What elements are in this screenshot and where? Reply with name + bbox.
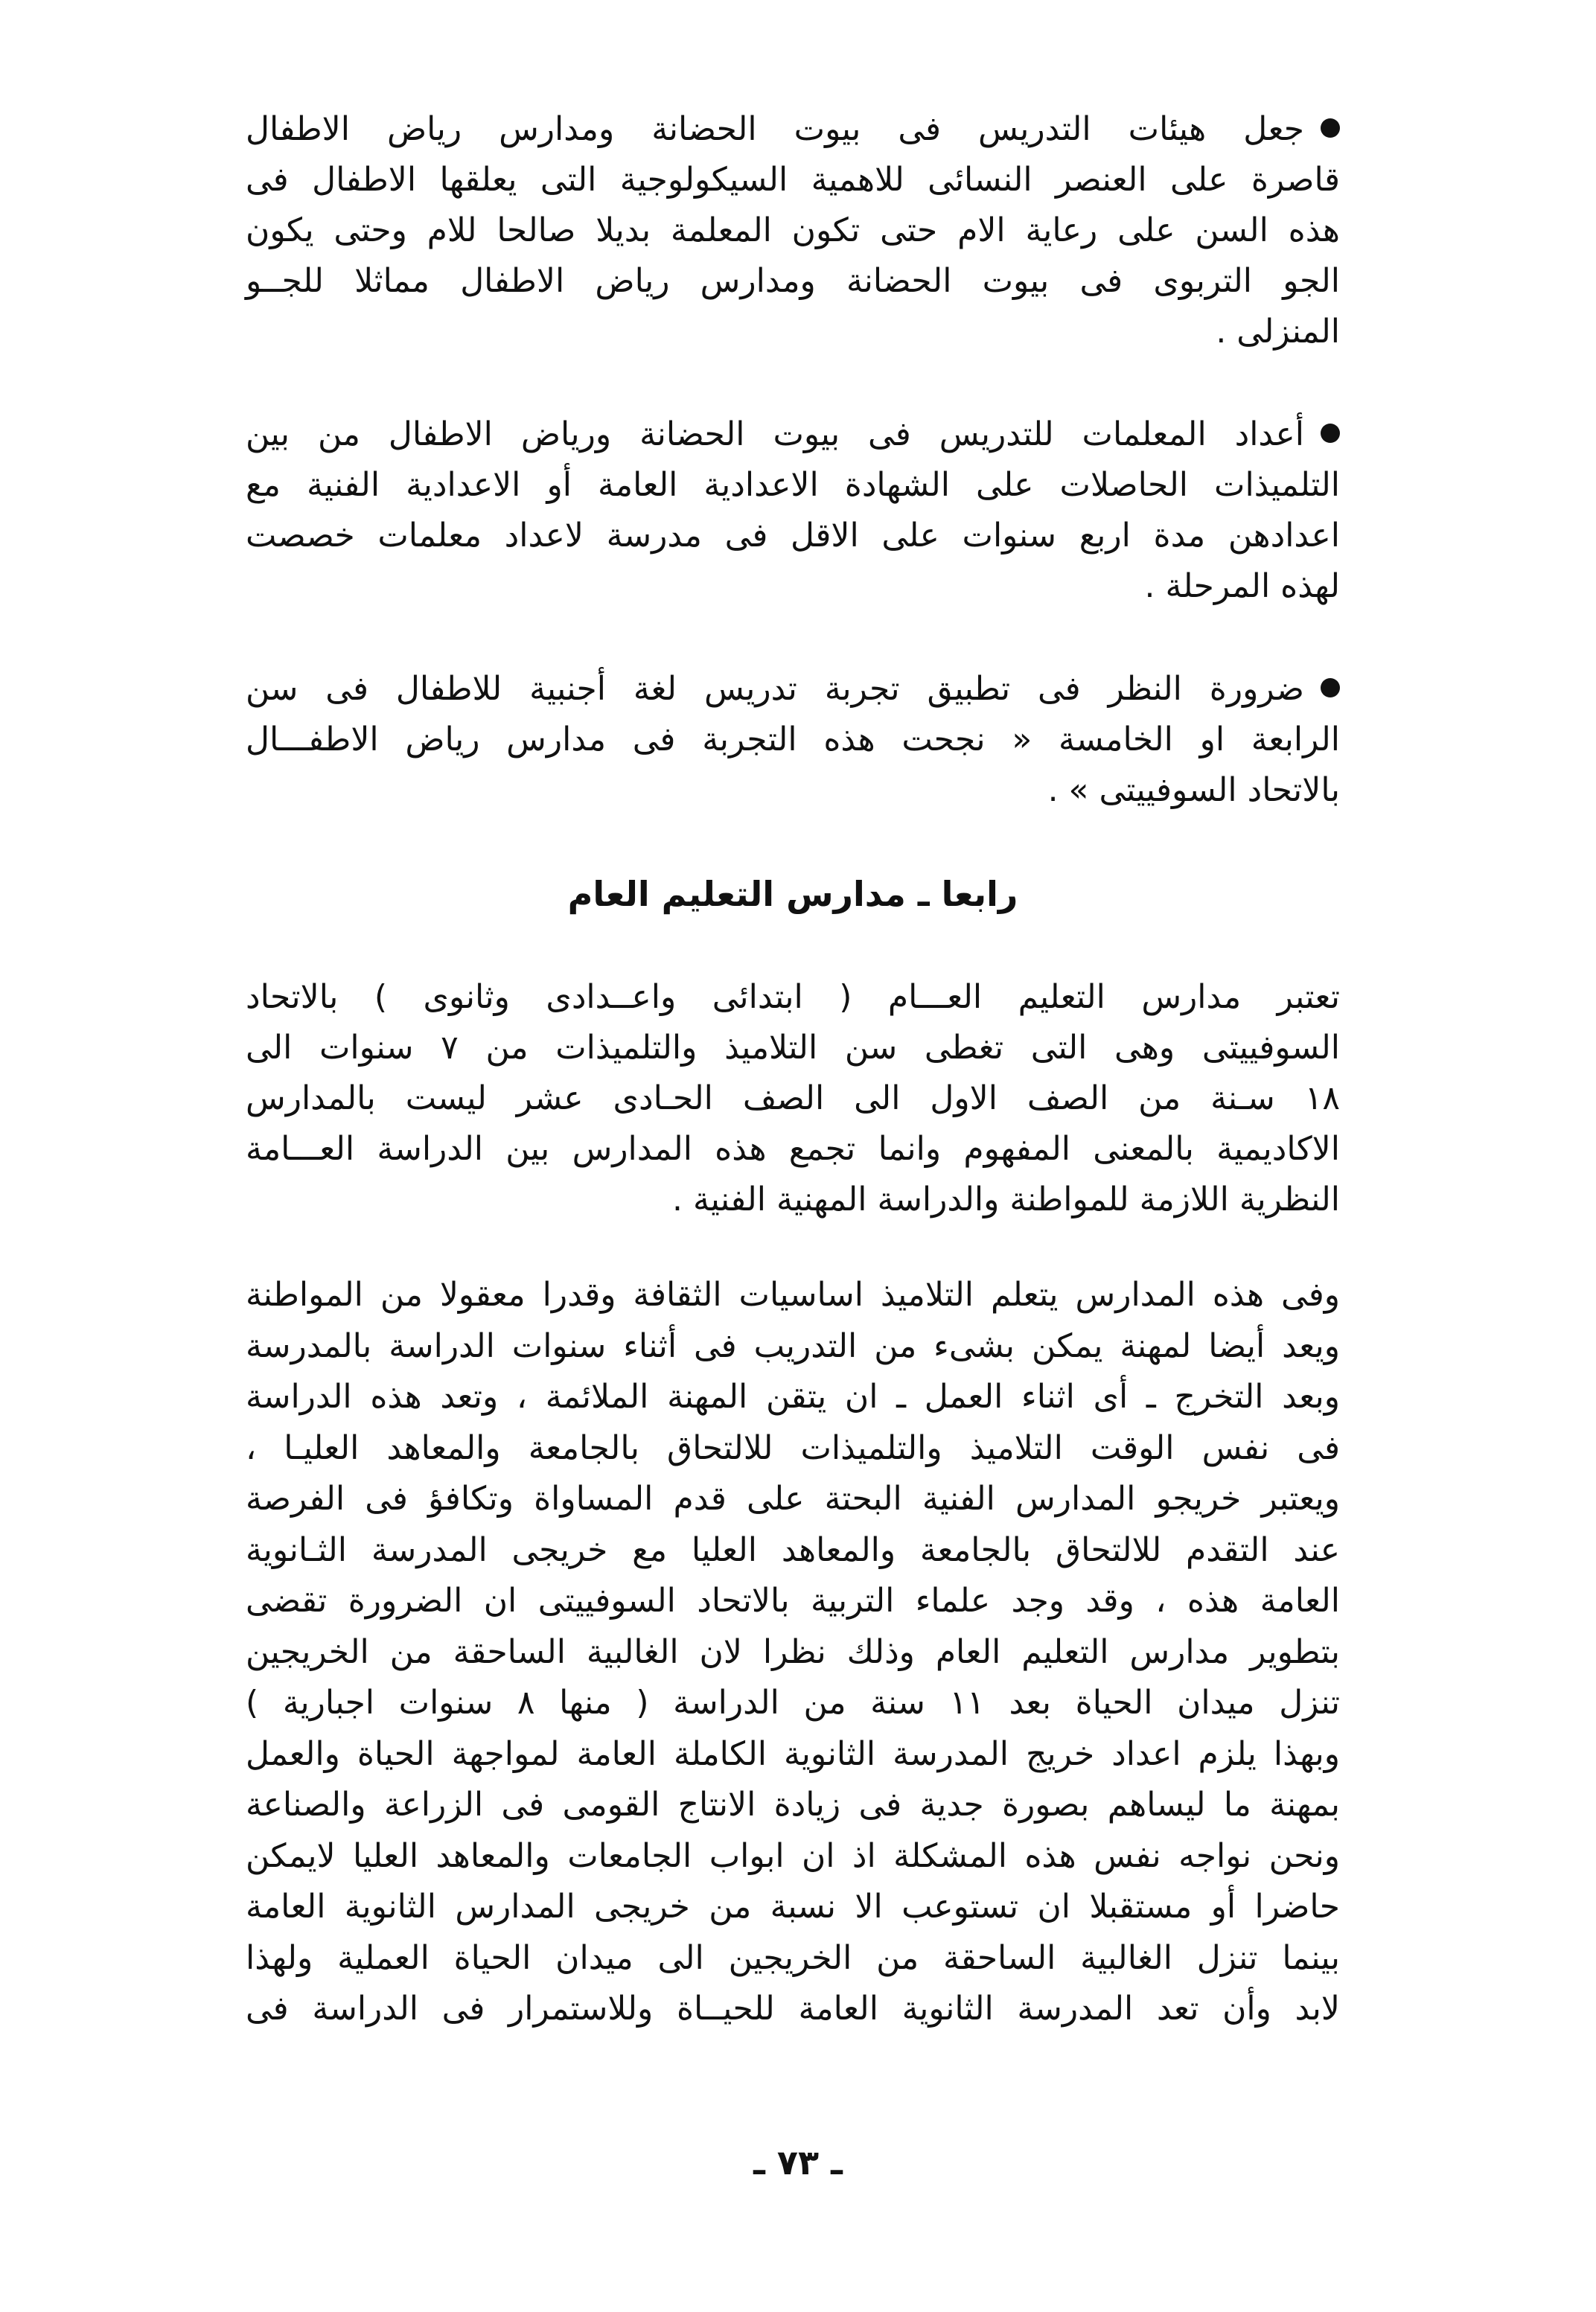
bullet-2-line-1: أعداد المعلمات للتدريس فى بيوت الحضانة ورياض الاطفال من بين bbox=[246, 415, 1304, 453]
paragraph-1-line-2: السوفييتى وهى التى تغطى سن التلاميذ والتلميذات من ٧ سنوات الى bbox=[246, 1029, 1340, 1067]
paragraph-1-line-4: الاكاديمية بالمعنى المفهوم وانما تجمع هذه المدارس بين الدراسة العـــامة bbox=[246, 1130, 1340, 1168]
bullet-dot-icon bbox=[1321, 678, 1340, 697]
paragraph-2-line-4: فى نفس الوقت التلاميذ والتلميذات للالتحاق بالجامعة والمعاهد العليـا ، bbox=[246, 1428, 1340, 1467]
paragraph-2-line-3: وبعد التخرج ـ أى اثناء العمل ـ ان يتقن المهنة الملائمة ، وتعد هذه الدراسة bbox=[246, 1378, 1340, 1416]
bullet-2-line-3: اعدادهن مدة اربع سنوات على الاقل فى مدرسة لاعداد معلمات خصصت bbox=[246, 517, 1340, 555]
bullet-3-line-1: ضرورة النظر فى تطبيق تجربة تدريس لغة أجنبية للاطفال فى سن bbox=[246, 670, 1304, 708]
bullet-1-line-4: الجو التربوى فى بيوت الحضانة ومدارس رياض الاطفال مماثلا للجــو bbox=[246, 262, 1340, 300]
paragraph-2-line-14: بينما تنزل الغالبية الساحقة من الخريجين الى ميدان الحياة العملية ولهذا bbox=[246, 1938, 1340, 1977]
bullet-dot-icon bbox=[1321, 424, 1340, 443]
bullet-1-line-3: هذه السن على رعاية الام حتى تكون المعلمة بديلا صالحا للام وحتى يكون bbox=[246, 211, 1340, 249]
paragraph-2-line-6: عند التقدم للالتحاق بالجامعة والمعاهد العليا مع خريجى المدرسة الثـانوية bbox=[246, 1530, 1340, 1569]
bullet-1-line-1: جعل هيئات التدريس فى بيوت الحضانة ومدارس رياض الاطفال bbox=[246, 110, 1304, 148]
paragraph-2 bbox=[246, 1270, 1340, 2035]
bullet-1-line-2: قاصرة على العنصر النسائى للاهمية السيكولوجية التى يعلقها الاطفال فى bbox=[246, 161, 1340, 199]
paragraph-2-line-15: لابد وأن تعد المدرسة الثانوية العامة للحيــاة وللاستمرار فى الدراسة فى bbox=[246, 1990, 1340, 2028]
bullet-dot-icon bbox=[1321, 118, 1340, 138]
bullet-item-3 bbox=[246, 664, 1340, 816]
paragraph-2-line-1: وفى هذه المدارس يتعلم التلاميذ اساسيات الثقافة وقدرا معقولا من المواطنة bbox=[246, 1276, 1340, 1314]
page-number: ـ ٧٣ ـ bbox=[753, 2142, 843, 2182]
paragraph-2-line-9: تنزل ميدان الحياة بعد ١١ سنة من الدراسة ( منها ٨ سنوات اجبارية ) bbox=[246, 1684, 1341, 1722]
paragraph-2-line-8: بتطوير مدارس التعليم العام وذلك نظرا لان الغالبية الساحقة من الخريجين bbox=[246, 1632, 1340, 1671]
bullet-2-line-2: التلميذات الحاصلات على الشهادة الاعدادية العامة أو الاعدادية الفنية مع bbox=[246, 466, 1340, 504]
paragraph-2-line-2: ويعد أيضا لمهنة يمكن بشىء من التدريب فى أثناء سنوات الدراسة بالمدرسة bbox=[246, 1326, 1340, 1365]
paragraph-1 bbox=[246, 972, 1340, 1225]
bullet-item-2 bbox=[246, 409, 1340, 612]
paragraph-1-line-5: النظرية اللازمة للمواطنة والدراسة المهنية الفنية . bbox=[672, 1181, 1340, 1219]
bullet-1-line-5: المنزلى . bbox=[1216, 313, 1340, 351]
bullet-3-line-2: الرابعة او الخامسة « نجحت هذه التجربة فى مدارس رياض الاطفـــال bbox=[246, 721, 1340, 759]
paragraph-2-line-12: ونحن نواجه نفس هذه المشكلة اذ ان ابواب الجامعات والمعاهد العليا لايمكن bbox=[246, 1836, 1340, 1875]
section-heading: رابعا ـ مدارس التعليم العام bbox=[567, 874, 1018, 914]
bullet-3-line-3: بالاتحاد السوفييتى » . bbox=[1047, 771, 1340, 809]
bullet-2-line-4: لهذه المرحلة . bbox=[1144, 567, 1340, 605]
paragraph-1-line-3: ١٨ سـنة من الصف الاول الى الصف الحـادى عشر ليست بالمدارس bbox=[246, 1079, 1340, 1117]
paragraph-2-line-7: العامة هذه ، وقد وجد علماء التربية بالاتحاد السوفييتى ان الضرورة تقضى bbox=[246, 1582, 1340, 1620]
bullet-item-1 bbox=[246, 104, 1340, 357]
paragraph-2-line-11: بمهنة ما ليساهم بصورة جدية فى زيادة الانتاج القومى فى الزراعة والصناعة bbox=[246, 1786, 1340, 1824]
paragraph-2-line-13: حاضرا أو مستقبلا ان تستوعب الا نسبة من خريجى المدارس الثانوية العامة bbox=[246, 1888, 1340, 1926]
document-page bbox=[246, 104, 1340, 2080]
paragraph-2-line-5: ويعتبر خريجو المدارس الفنية البحتة على قدم المساواة وتكافؤ فى الفرصة bbox=[246, 1480, 1340, 1518]
paragraph-2-line-10: وبهذا يلزم اعداد خريج المدرسة الثانوية الكاملة العامة لمواجهة الحياة والعمل bbox=[246, 1734, 1340, 1773]
paragraph-1-line-1: تعتبر مدارس التعليم العـــام ( ابتدائى واعــدادى وثانوى ) بالاتحاد bbox=[246, 978, 1340, 1016]
